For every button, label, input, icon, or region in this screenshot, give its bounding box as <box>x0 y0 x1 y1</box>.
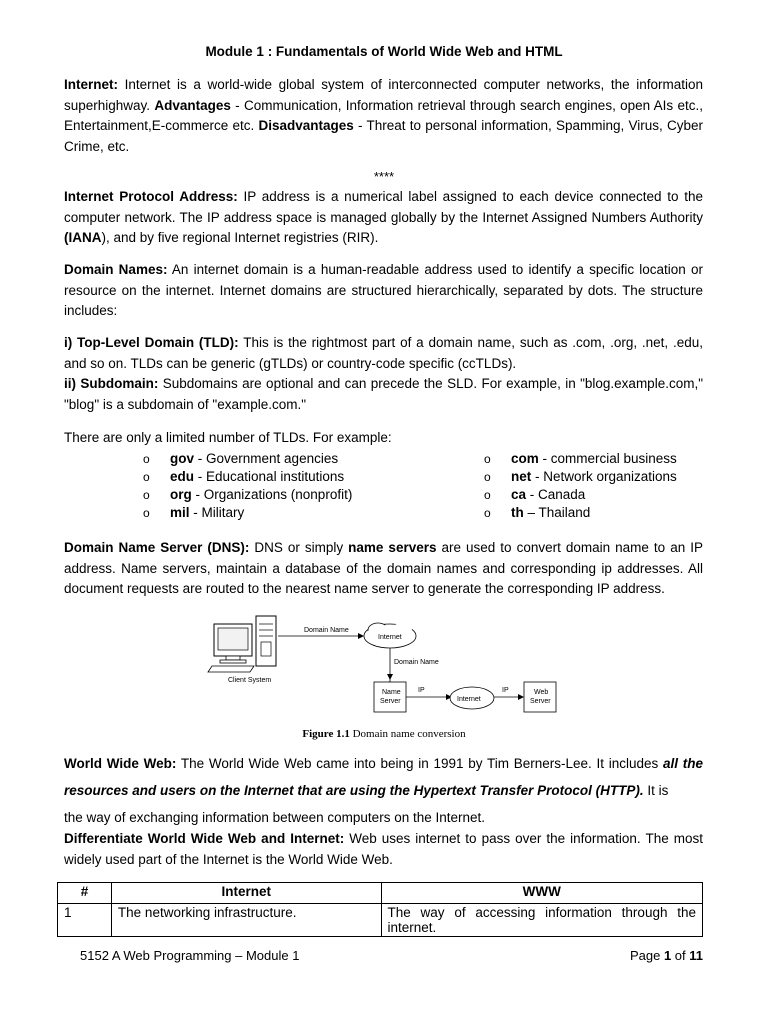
internet-paragraph <box>64 75 703 157</box>
page-title: Module 1 : Fundamentals of World Wide Web and HTML <box>205 44 563 59</box>
footer-page-prefix: Page <box>629 948 664 963</box>
client-keyboard-icon <box>208 666 254 672</box>
bullet: o <box>484 488 491 502</box>
footer-course: 5152 A Web Programming – Module 1 <box>80 948 300 963</box>
client-monitor-icon <box>214 624 252 663</box>
name-server-label-1: Name <box>382 689 401 696</box>
internet-bottom-label: Internet <box>457 696 481 703</box>
domain-names-label: Domain Names: <box>64 262 168 277</box>
tld-code: ca <box>511 487 527 502</box>
domain-names-paragraph <box>64 260 703 322</box>
tld-code: gov <box>170 451 195 466</box>
www-label-2: World Wide Web: <box>64 756 177 771</box>
tld-list-item <box>143 504 352 522</box>
tld-description: - Government agencies <box>194 451 339 466</box>
diff-label: Differentiate World Wide Web and Internet: <box>64 831 345 846</box>
table-row <box>58 904 703 937</box>
internet-text: Internet is a world-wide global system of interconnected computer networks, the information superhighway. <box>64 77 703 113</box>
web-server-box <box>524 682 556 712</box>
tld-code: th <box>511 505 524 520</box>
name-server-box <box>374 682 406 712</box>
tld-description: – Thailand <box>523 505 591 520</box>
arrowhead-client-to-internet <box>358 633 364 639</box>
domain-names-text: An internet domain is a human-readable address used to identify a specific location or resource on the internet. Internet domains are structured hierarchically, separated by dots. The structure includes: <box>64 262 703 318</box>
www-text-2: The World Wide Web came into being in 1991 by Tim Berners-Lee. It includes <box>176 756 664 771</box>
www-emphasis: all the resources and users on the Internet that are using the Hypertext Transfer Protocol (HTTP). <box>64 756 704 798</box>
disadvantages-text: - Threat to personal information, Spamming, Virus, Cyber Crime, etc. <box>64 118 703 154</box>
footer-page-current: 1 <box>663 948 672 963</box>
footer-page-number <box>630 948 703 963</box>
tld-text: This is the rightmost part of a domain name, such as .com, .org, .net, .edu, and so on. TLDs can be generic (gTLDs) or country-code specific (ccTLDs). <box>64 335 703 371</box>
ip-label: Internet Protocol Address: <box>64 189 238 204</box>
tld-label: i) Top-Level Domain (TLD): <box>64 335 239 350</box>
tld-list-item <box>143 468 352 486</box>
tld-list-item <box>484 450 677 468</box>
row-number: 1 <box>58 904 112 937</box>
tld-list-item <box>484 504 677 522</box>
tld-code: com <box>511 451 539 466</box>
tld-list-left <box>143 450 352 522</box>
row-www-cell: The way of accessing information through the internet. <box>381 904 702 937</box>
www-full-paragraph <box>64 750 703 831</box>
tld-list-item <box>143 450 352 468</box>
dns-text-end: are used to convert domain name to an IP address. Name servers, maintain a database of the domain names and corresponding ip addresses. All document requests are routed to the nearest name server to generate the corresponding IP address. <box>64 540 703 596</box>
bullet: o <box>143 506 150 520</box>
subdomain-text: Subdomains are optional and can precede the SLD. For example, in "blog.example.com," "blog" is a subdomain of "example.com." <box>64 376 703 412</box>
advantages-text: - Communication, Information retrieval through search engines, open AIs etc., Entertainment,E-commerce etc. <box>64 97 703 133</box>
tld-description: - Military <box>189 505 245 520</box>
figure-caption-label: Figure 1.1 <box>302 728 350 740</box>
client-system-label: Client System <box>228 677 272 684</box>
dns-paragraph <box>64 538 703 600</box>
tld-list-item <box>143 486 352 504</box>
dns-label: Domain Name Server (DNS): <box>64 540 250 555</box>
tld-description: - Network organizations <box>531 469 677 484</box>
ip-text: IP address is a numerical label assigned to each device connected to the computer network. The IP address space is managed globally by the Internet Assigned Numbers Authority <box>64 189 703 225</box>
bullet: o <box>484 470 491 484</box>
dns-text: DNS or simply <box>249 540 349 555</box>
header-www: WWW <box>381 883 702 904</box>
tld-description: - Organizations (nonprofit) <box>191 487 353 502</box>
bullet: o <box>143 452 150 466</box>
ip-text-end: ), and by five regional Internet registries (RIR). <box>101 230 379 245</box>
domain-name-conversion-figure <box>206 612 566 742</box>
header-number: # <box>58 883 112 904</box>
bullet: o <box>484 452 491 466</box>
name-servers-label: name servers <box>348 540 437 555</box>
separator: **** <box>373 169 395 184</box>
arrowhead-to-name-server <box>387 674 393 680</box>
comparison-table <box>57 882 703 937</box>
internet-top-label: Internet <box>378 634 402 641</box>
www-text-end: It is <box>643 783 669 798</box>
tld-intro: There are only a limited number of TLDs. For example: <box>64 430 392 445</box>
iana-label: (IANA <box>64 230 102 245</box>
ip-paragraph <box>64 187 703 249</box>
table-header-row <box>58 883 703 904</box>
figure-caption <box>0 728 768 740</box>
bullet: o <box>484 506 491 520</box>
row-internet-cell: The networking infrastructure. <box>111 904 381 937</box>
bullet: o <box>143 488 150 502</box>
tld-code: mil <box>170 505 190 520</box>
tld-list-right <box>484 450 677 522</box>
tld-list-item <box>484 486 677 504</box>
tld-code: edu <box>170 469 195 484</box>
advantages-label: Advantages <box>154 97 231 113</box>
domain-name-top-label: Domain Name <box>304 627 349 634</box>
tld-description: - Canada <box>526 487 586 502</box>
tld-list-item <box>484 468 677 486</box>
footer-page-total: 11 <box>689 948 703 963</box>
web-server-label-2: Server <box>530 698 551 705</box>
subdomain-label: ii) Subdomain: <box>64 376 159 391</box>
client-tower-icon <box>256 616 276 666</box>
header-internet: Internet <box>111 883 381 904</box>
domain-name-mid-label: Domain Name <box>394 659 439 666</box>
figure-caption-text: Domain name conversion <box>349 728 466 740</box>
footer-page-of: of <box>671 948 690 963</box>
www-line-3: the way of exchanging information between computers on the Internet. <box>64 810 486 825</box>
diff-paragraph <box>64 829 703 870</box>
disadvantages-label: Disadvantages <box>258 118 354 133</box>
diff-text: Web uses internet to pass over the information. The most widely used part of the Internet is the World Wide Web. <box>64 831 703 867</box>
ip-left-label: IP <box>418 687 425 694</box>
ip-right-label: IP <box>502 687 509 694</box>
bullet: o <box>143 470 150 484</box>
internet-label: Internet: <box>64 77 118 92</box>
tld-paragraph <box>64 333 703 415</box>
tld-description: - Educational institutions <box>194 469 345 484</box>
tld-code: net <box>511 469 532 484</box>
tld-code: org <box>170 487 192 502</box>
name-server-label-2: Server <box>380 698 401 705</box>
web-server-label-1: Web <box>534 689 549 696</box>
tld-description: - commercial business <box>538 451 677 466</box>
